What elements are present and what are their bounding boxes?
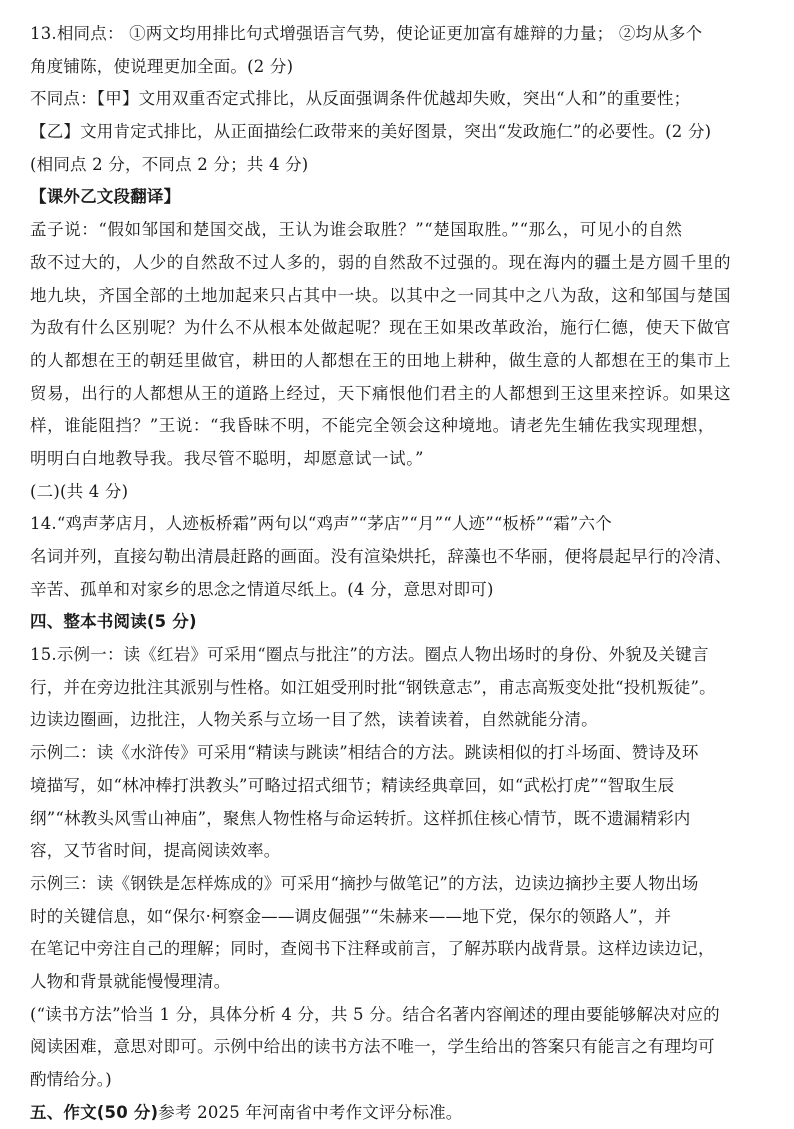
q15-scoring-line: 酌情给分。) [30,1070,112,1089]
section-2-label: (二)(共 4 分) [30,481,129,501]
q15-example-2-line: 纲”“林教头风雪山神庙”，聚焦人物性格与命运转折。这样抓住核心情节，既不遗漏精彩内 [30,808,691,828]
translation-line: 为敌有什么区别呢？为什么不从根本处做起呢？现在王如果改革政治，施行仁德，使天下做官 [30,318,732,338]
section-5 [30,1097,768,1129]
translation-line: 样，谁能阻挡？”王说：“我昏昧不明，不能完全领会这种境地。请老先生辅佐我实现理想， [30,416,715,436]
q15-example-1-line: 15.示例一：读《红岩》可采用“圈点与批注”的方法。圈点人物出场时的身份、外貌及关键言 [30,645,709,665]
translation-line: 的人都想在王的朝廷里做官，耕田的人都想在王的田地上耕种，做生意的人都想在王的集市上 [30,350,732,370]
q13-line-2: 角度铺陈，使说理更加全面。(2 分) [30,56,294,76]
q15-example-2-line: 示例二：读《水浒传》可采用“精读与跳读”相结合的方法。跳读相似的打斗场面、赞诗及环 [30,743,699,763]
translation-line: 贸易，出行的人都想从王的道路上经过，天下痛恨他们君主的人都想到王这里来控诉。如果这 [30,383,732,403]
translation-line: 敌不过大的，人少的自然敌不过人多的，弱的自然敌不过强的。现在海内的疆土是方圆千里的 [30,252,732,272]
q15-example-1-line: 边读边圈画，边批注，人物关系与立场一目了然，读着读着，自然就能分清。 [30,710,598,730]
q15-example-3-line: 人物和背景就能慢慢理清。 [30,971,231,991]
q15-example-1-line: 行，并在旁边批注其派别与性格。如江姐受刑时批“钢铁意志”，甫志高叛变处批“投机叛徒”。 [30,677,716,697]
q13-scoring: (相同点 2 分，不同点 2 分；共 4 分) [30,154,309,174]
q15-block [30,639,768,1097]
q14-line-1: 14.“鸡声茅店月，人迹板桥霜”两句以“鸡声”“茅店”“月”“人迹”“板桥”“霜”六个 [30,514,612,534]
translation-block [30,181,768,475]
q15-scoring-line: 阅读困难，意思对即可。示例中给出的读书方法不唯一，学生给出的答案只有能言之有理均可 [30,1037,715,1057]
q14-line-2: 名词并列，直接勾勒出清晨赶路的画面。没有渲染烘托，辞藻也不华丽，便将晨起早行的冷清、 [30,547,732,566]
q14-line-3: 辛苦、孤单和对家乡的思念之情道尽纸上。(4 分，意思对即可) [30,579,494,599]
q15-example-2-line: 容，又节省时间，提高阅读效率。 [30,841,281,861]
q13-line-1: 13.相同点： ①两文均用排比句式增强语言气势，使论证更加富有雄辩的力量； ②均从多个 [30,24,703,43]
q14-block [30,508,768,606]
q13-line-3: 不同点：【甲】文用双重否定式排比，从反面强调条件优越却失败，突出“人和”的重要性； [30,89,691,109]
section-5-text: 参考 2025 年河南省中考作文评分标准。 [158,1102,463,1122]
translation-line: 孟子说：“假如邹国和楚国交战，王认为谁会取胜？”“楚国取胜。”“那么，可见小的自然 [30,220,683,240]
q15-example-3-line: 在笔记中旁注自己的理解；同时，查阅书下注释或前言，了解苏联内战背景。这样边读边记， [30,939,715,959]
q15-example-3-line: 时的关键信息，如“保尔·柯察金——调皮倔强”“朱赫来——地下党，保尔的领路人”，并 [30,906,672,926]
q13-block [30,18,768,181]
translation-heading: 【课外乙文段翻译】 [30,187,181,207]
q13-line-4: 【乙】文用肯定式排比，从正面描绘仁政带来的美好图景，突出“发政施仁”的必要性。(2 分) [30,122,712,142]
q15-example-3-line: 示例三：读《钢铁是怎样炼成的》可采用“摘抄与做笔记”的方法，边读边摘抄主要人物出场 [30,873,699,893]
translation-line: 明明白白地教导我。我尽管不聪明，却愿意试一试。” [30,448,425,468]
section-4-heading: 四、整本书阅读(5 分) [30,612,197,632]
translation-line: 地九块，齐国全部的土地加起来只占其中一块。以其中之一同其中之八为敌，这和邹国与楚国 [30,285,732,305]
section-5-heading: 五、作文(50 分) [30,1102,159,1122]
answer-key-page [30,18,768,1129]
q15-example-2-line: 境描写，如“林冲棒打洪教头”可略过招式细节；精读经典章回，如“武松打虎”“智取生辰 [30,775,675,795]
q15-scoring-line: (“读书方法”恰当 1 分，具体分析 4 分，共 5 分。结合名著内容阐述的理由要能够解决对应的 [30,1004,720,1024]
